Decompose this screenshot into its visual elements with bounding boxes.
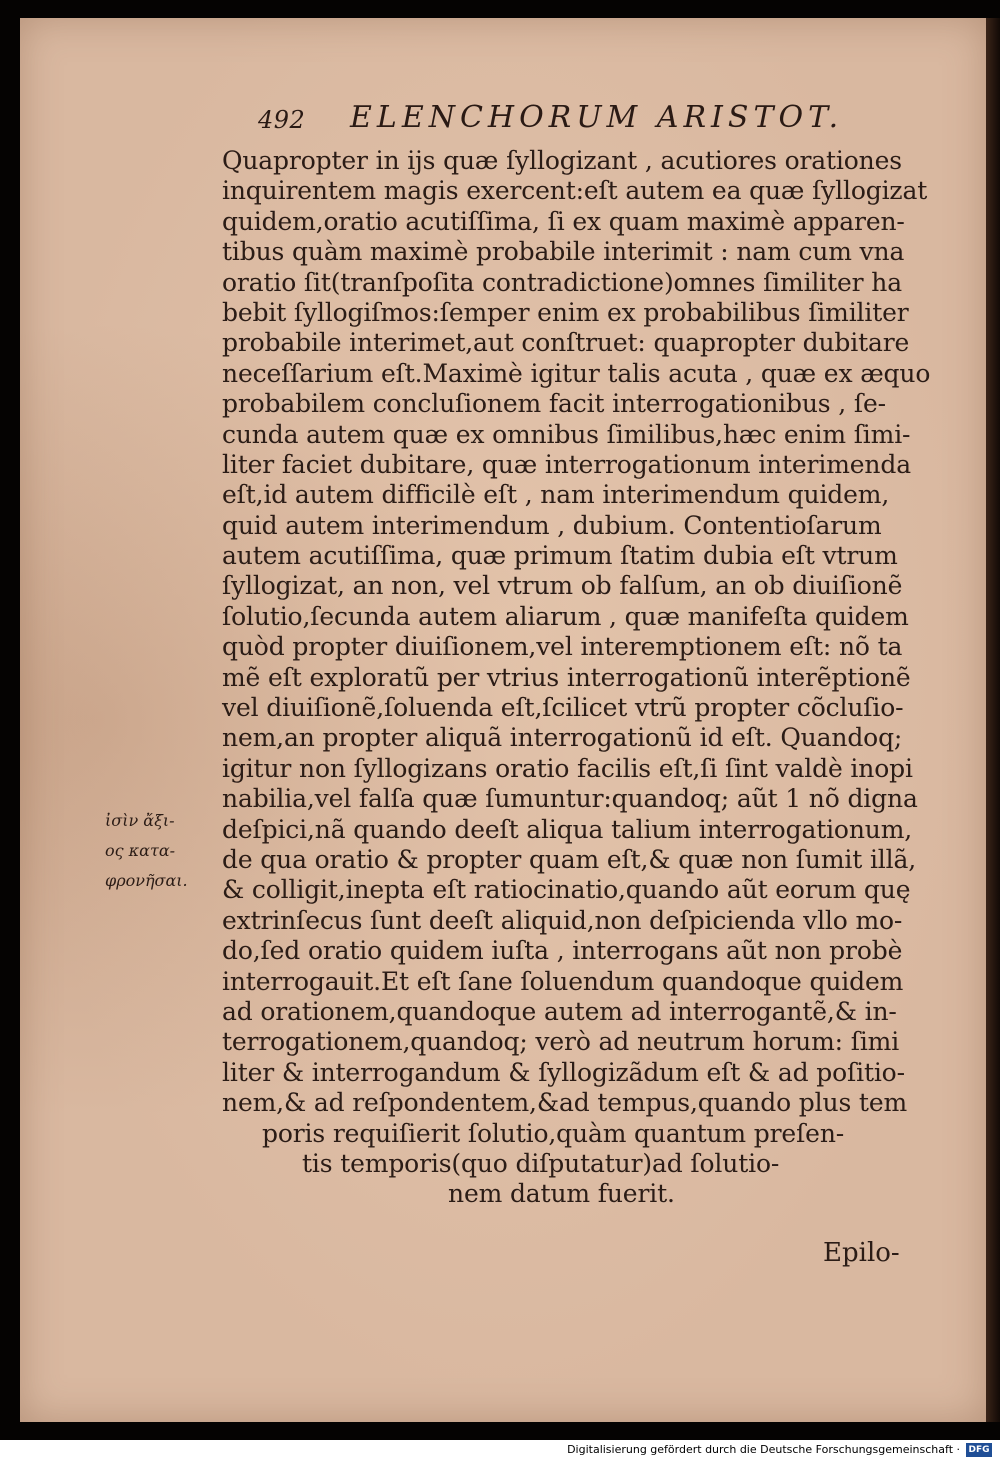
text-line: neceſſarium eſt.Maximè igitur talis acuta , quæ ex æquo — [222, 358, 931, 388]
text-line: nem datum fuerit. — [448, 1179, 675, 1209]
text-line: inquirentem magis exercent:eſt autem ea quæ ſyllogizat — [222, 176, 928, 206]
text-line: quid autem interimendum , dubium. Contentioſarum — [222, 510, 882, 540]
text-line: de qua oratio & propter quam eſt,& quæ non ſumit illã, — [222, 844, 917, 874]
text-line: nabilia,vel falſa quæ ſumuntur:quandoq; aũt 1 nõ digna — [222, 784, 918, 814]
text-line: tis temporis(quo diſputatur)ad ſolutio- — [302, 1148, 780, 1178]
text-line: oratio ſit(tranſpoſita contradictione)omnes ſimiliter ha — [222, 267, 902, 297]
text-line: & colligit,inepta eſt ratiocinatio,quando aũt eorum quę — [222, 875, 911, 905]
text-line: liter faciet dubitare, quæ interrogationum interimenda — [222, 449, 911, 479]
text-line: probabilem concluſionem facit interrogationibus , ſe- — [222, 389, 886, 419]
text-line: terrogationem,quandoq; verò ad neutrum horum: ſimi — [222, 1027, 900, 1057]
text-line: interrogauit.Et eſt ſane ſoluendum quandoque quidem — [222, 966, 904, 996]
text-line: do,ſed oratio quidem iuſta , interrogans aũt non probè — [222, 936, 903, 966]
text-line: autem acutiſſima, quæ primum ſtatim dubia eſt vtrum — [222, 541, 898, 571]
text-line: deſpici,nã quando deeſt aliqua talium interrogationum, — [222, 814, 913, 844]
text-line: Quapropter in ijs quæ ſyllogizant , acutiores orationes — [222, 146, 902, 175]
margin-note-greek — [105, 806, 217, 896]
text-line: ad orationem,quandoque autem ad interrogantẽ,& in- — [222, 996, 897, 1026]
page-header — [258, 98, 958, 138]
catchword: Epilo- — [823, 1238, 900, 1268]
text-line: nem,& ad reſpondentem,&ad tempus,quando plus tem — [222, 1088, 908, 1118]
text-line: eſt,id autem difficilè eſt , nam interimendum quidem, — [222, 480, 890, 510]
page-number: 492 — [258, 106, 306, 134]
text-line: ſyllogizat, an non, vel vtrum ob falſum, an ob diuiſionẽ — [222, 571, 903, 601]
digitization-footer — [0, 1440, 1000, 1462]
funding-notice: Digitalisierung gefördert durch die Deutsche Forschungsgemeinschaft · — [567, 1443, 960, 1456]
text-line: liter & interrogandum & ſyllogizãdum eſt & ad poſitio- — [222, 1057, 905, 1087]
text-line: igitur non ſyllogizans oratio facilis eſt,ſi ſint valdè inopi — [222, 753, 913, 783]
margin-note-line: ἰσὶν ἄξι- — [105, 811, 175, 830]
main-text-block — [222, 146, 931, 1210]
text-line: quidem,oratio acutiſſima, ſi ex quam maximè apparen- — [222, 206, 905, 236]
running-head: ELENCHORUM ARISTOT. — [350, 100, 844, 135]
text-line: bebit ſyllogiſmos:ſemper enim ex probabilibus ſimiliter — [222, 297, 909, 327]
text-line: poris requiſierit ſolutio,quàm quantum preſen- — [262, 1118, 845, 1148]
text-line: ſolutio,ſecunda autem aliarum , quæ manifeſta quidem — [222, 601, 909, 631]
text-line: probabile interimet,aut conſtruet: quapropter dubitare — [222, 328, 910, 358]
text-line: cunda autem quæ ex omnibus ſimilibus,hæc enim ſimi- — [222, 419, 911, 449]
page-edge — [986, 18, 1000, 1422]
text-line: extrinſecus ſunt deeſt aliquid,non deſpicienda vllo mo- — [222, 905, 903, 935]
dfg-logo[interactable]: DFG — [966, 1443, 992, 1457]
text-line: quòd propter diuiſionem,vel interemptionem eſt: nõ ta — [222, 632, 903, 662]
text-line: nem,an propter aliquã interrogationũ id eſt. Quandoq; — [222, 723, 903, 753]
margin-note-line: ος κατα- — [105, 841, 176, 860]
text-line: tibus quàm maximè probabile interimit : nam cum vna — [222, 237, 905, 267]
text-line: mẽ eſt exploratũ per vtrius interrogationũ interẽptionẽ — [222, 662, 911, 692]
margin-note-line: φρονῆσαι. — [105, 871, 188, 890]
text-line: vel diuiſionẽ,ſoluenda eſt,ſcilicet vtrũ propter cõcluſio- — [222, 693, 904, 723]
